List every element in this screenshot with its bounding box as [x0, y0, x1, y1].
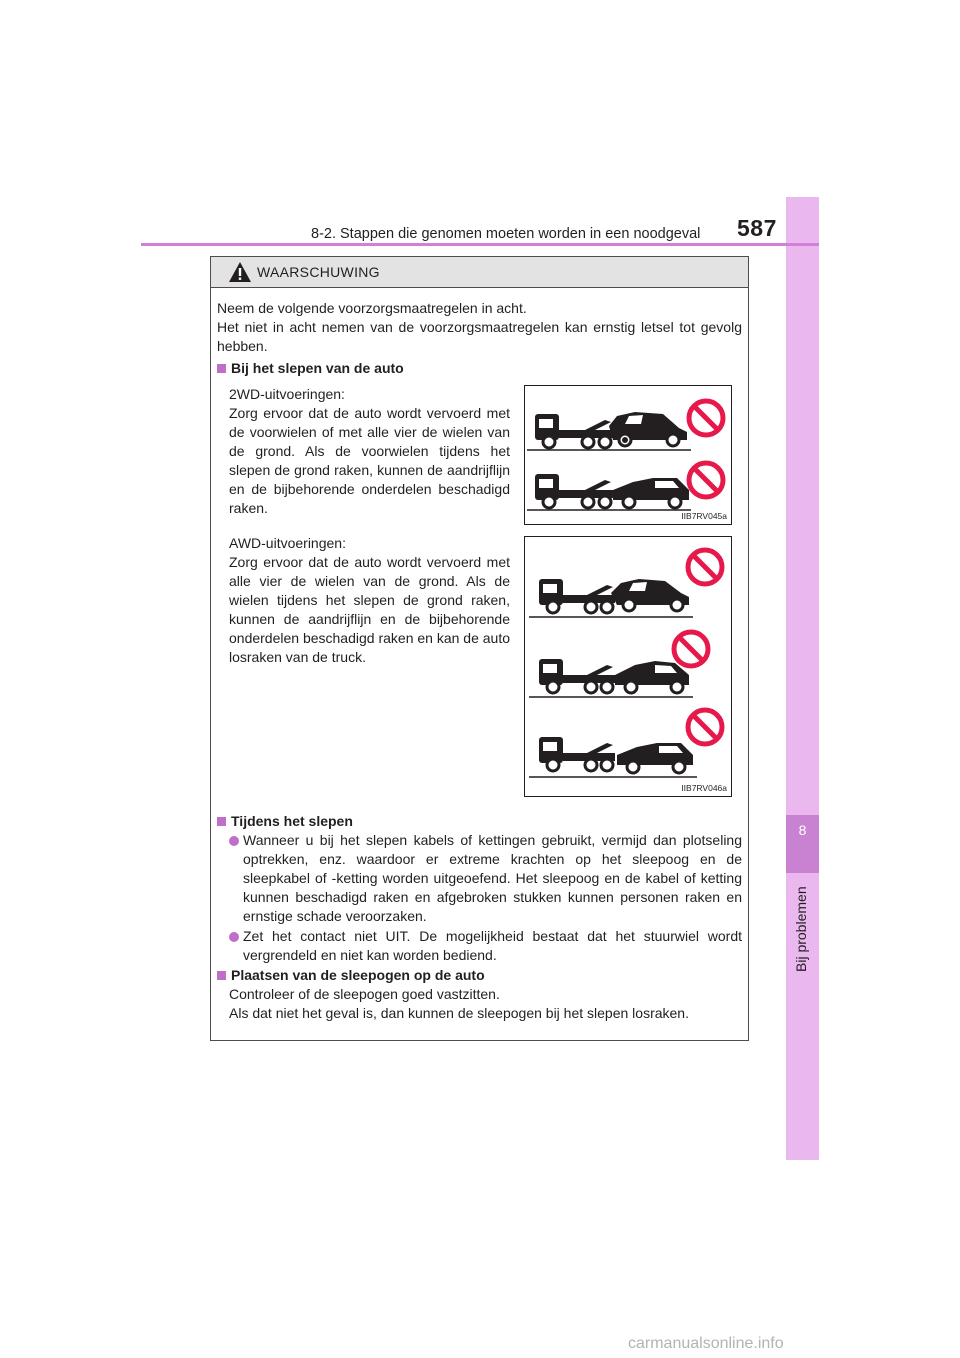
- warning-intro-line2: Het niet in acht nemen van de voorzorgsmaatregelen kan ernstig letsel tot gevolg hebben.: [217, 319, 742, 354]
- bullet-text-cables: Wanneer u bij het slepen kabels of kettingen gebruikt, vermijd dan plotseling optrekken, enz. waardoor er extreme krachten op het sleepoog en de sleepkabel of -ketting worden uitgeoefend. Het sleepoog en de kabel of ketting kunnen beschadigd raken en afgebroken stukken kunnen personen raken en ernstige schade veroorzaken.: [243, 832, 742, 924]
- page-number: 587: [737, 215, 777, 241]
- paragraph-awd-label: AWD-uitvoeringen:: [229, 535, 346, 551]
- watermark: carmanualsonline.info: [628, 1335, 784, 1352]
- warning-intro-line1: Neem de volgende voorzorgsmaatregelen in acht.: [217, 300, 527, 316]
- warning-triangle-icon: [228, 261, 252, 283]
- section-bullet-square: [217, 364, 226, 373]
- section-bullet-square: [217, 817, 226, 826]
- tow-eyelets-line1: Controleer of de sleepogen goed vastzitten.: [229, 986, 500, 1002]
- paragraph-awd-text: Zorg ervoor dat de auto wordt vervoerd met alle vier de wielen van de grond. Als de wielen tijdens het slepen de grond raken, kunnen de aandrijflijn en de bijbehorende onderdelen beschadigd raken en kan de auto losraken van de truck.: [229, 554, 510, 665]
- paragraph-2wd-label: 2WD-uitvoeringen:: [229, 386, 345, 402]
- section-bullet-square: [217, 971, 226, 980]
- chapter-side-tab: [786, 197, 819, 1160]
- list-bullet-dot: [229, 932, 239, 942]
- towing-prohibited-illustration: [525, 537, 731, 796]
- chapter-title: Bij problemen: [793, 886, 809, 972]
- warning-title: WAARSCHUWING: [257, 264, 380, 280]
- figure-code: IIB7RV045a: [681, 511, 727, 521]
- chapter-number: 8: [798, 822, 807, 838]
- list-bullet-dot: [229, 836, 239, 846]
- figure-code: IIB7RV046a: [681, 783, 727, 793]
- bullet-text-ignition: Zet het contact niet UIT. De mogelijkheid bestaat dat het stuurwiel wordt vergrendeld en niet kan worden bediend.: [243, 928, 742, 963]
- section-heading-during-towing: Tijdens het slepen: [231, 813, 353, 829]
- figure-2wd-towing: [524, 385, 732, 525]
- tow-eyelets-line2: Als dat niet het geval is, dan kunnen de sleepogen bij het slepen losraken.: [229, 1005, 689, 1021]
- paragraph-2wd-text: Zorg ervoor dat de auto wordt vervoerd met de voorwielen of met alle vier de wielen van de grond. Als de voorwielen tijdens het slepen de grond raken, kunnen de aandrijflijn en de bijbehorende onderdelen beschadigd raken.: [229, 405, 510, 516]
- figure-awd-towing: [524, 536, 732, 797]
- section-heading-tow-eyelets: Plaatsen van de sleepogen op de auto: [231, 967, 485, 983]
- towing-prohibited-illustration: [525, 386, 731, 524]
- header-rule: [141, 243, 819, 246]
- section-heading-towing: Bij het slepen van de auto: [231, 360, 404, 376]
- section-title: 8-2. Stappen die genomen moeten worden in een noodgeval: [311, 226, 701, 242]
- warning-header: [211, 257, 748, 288]
